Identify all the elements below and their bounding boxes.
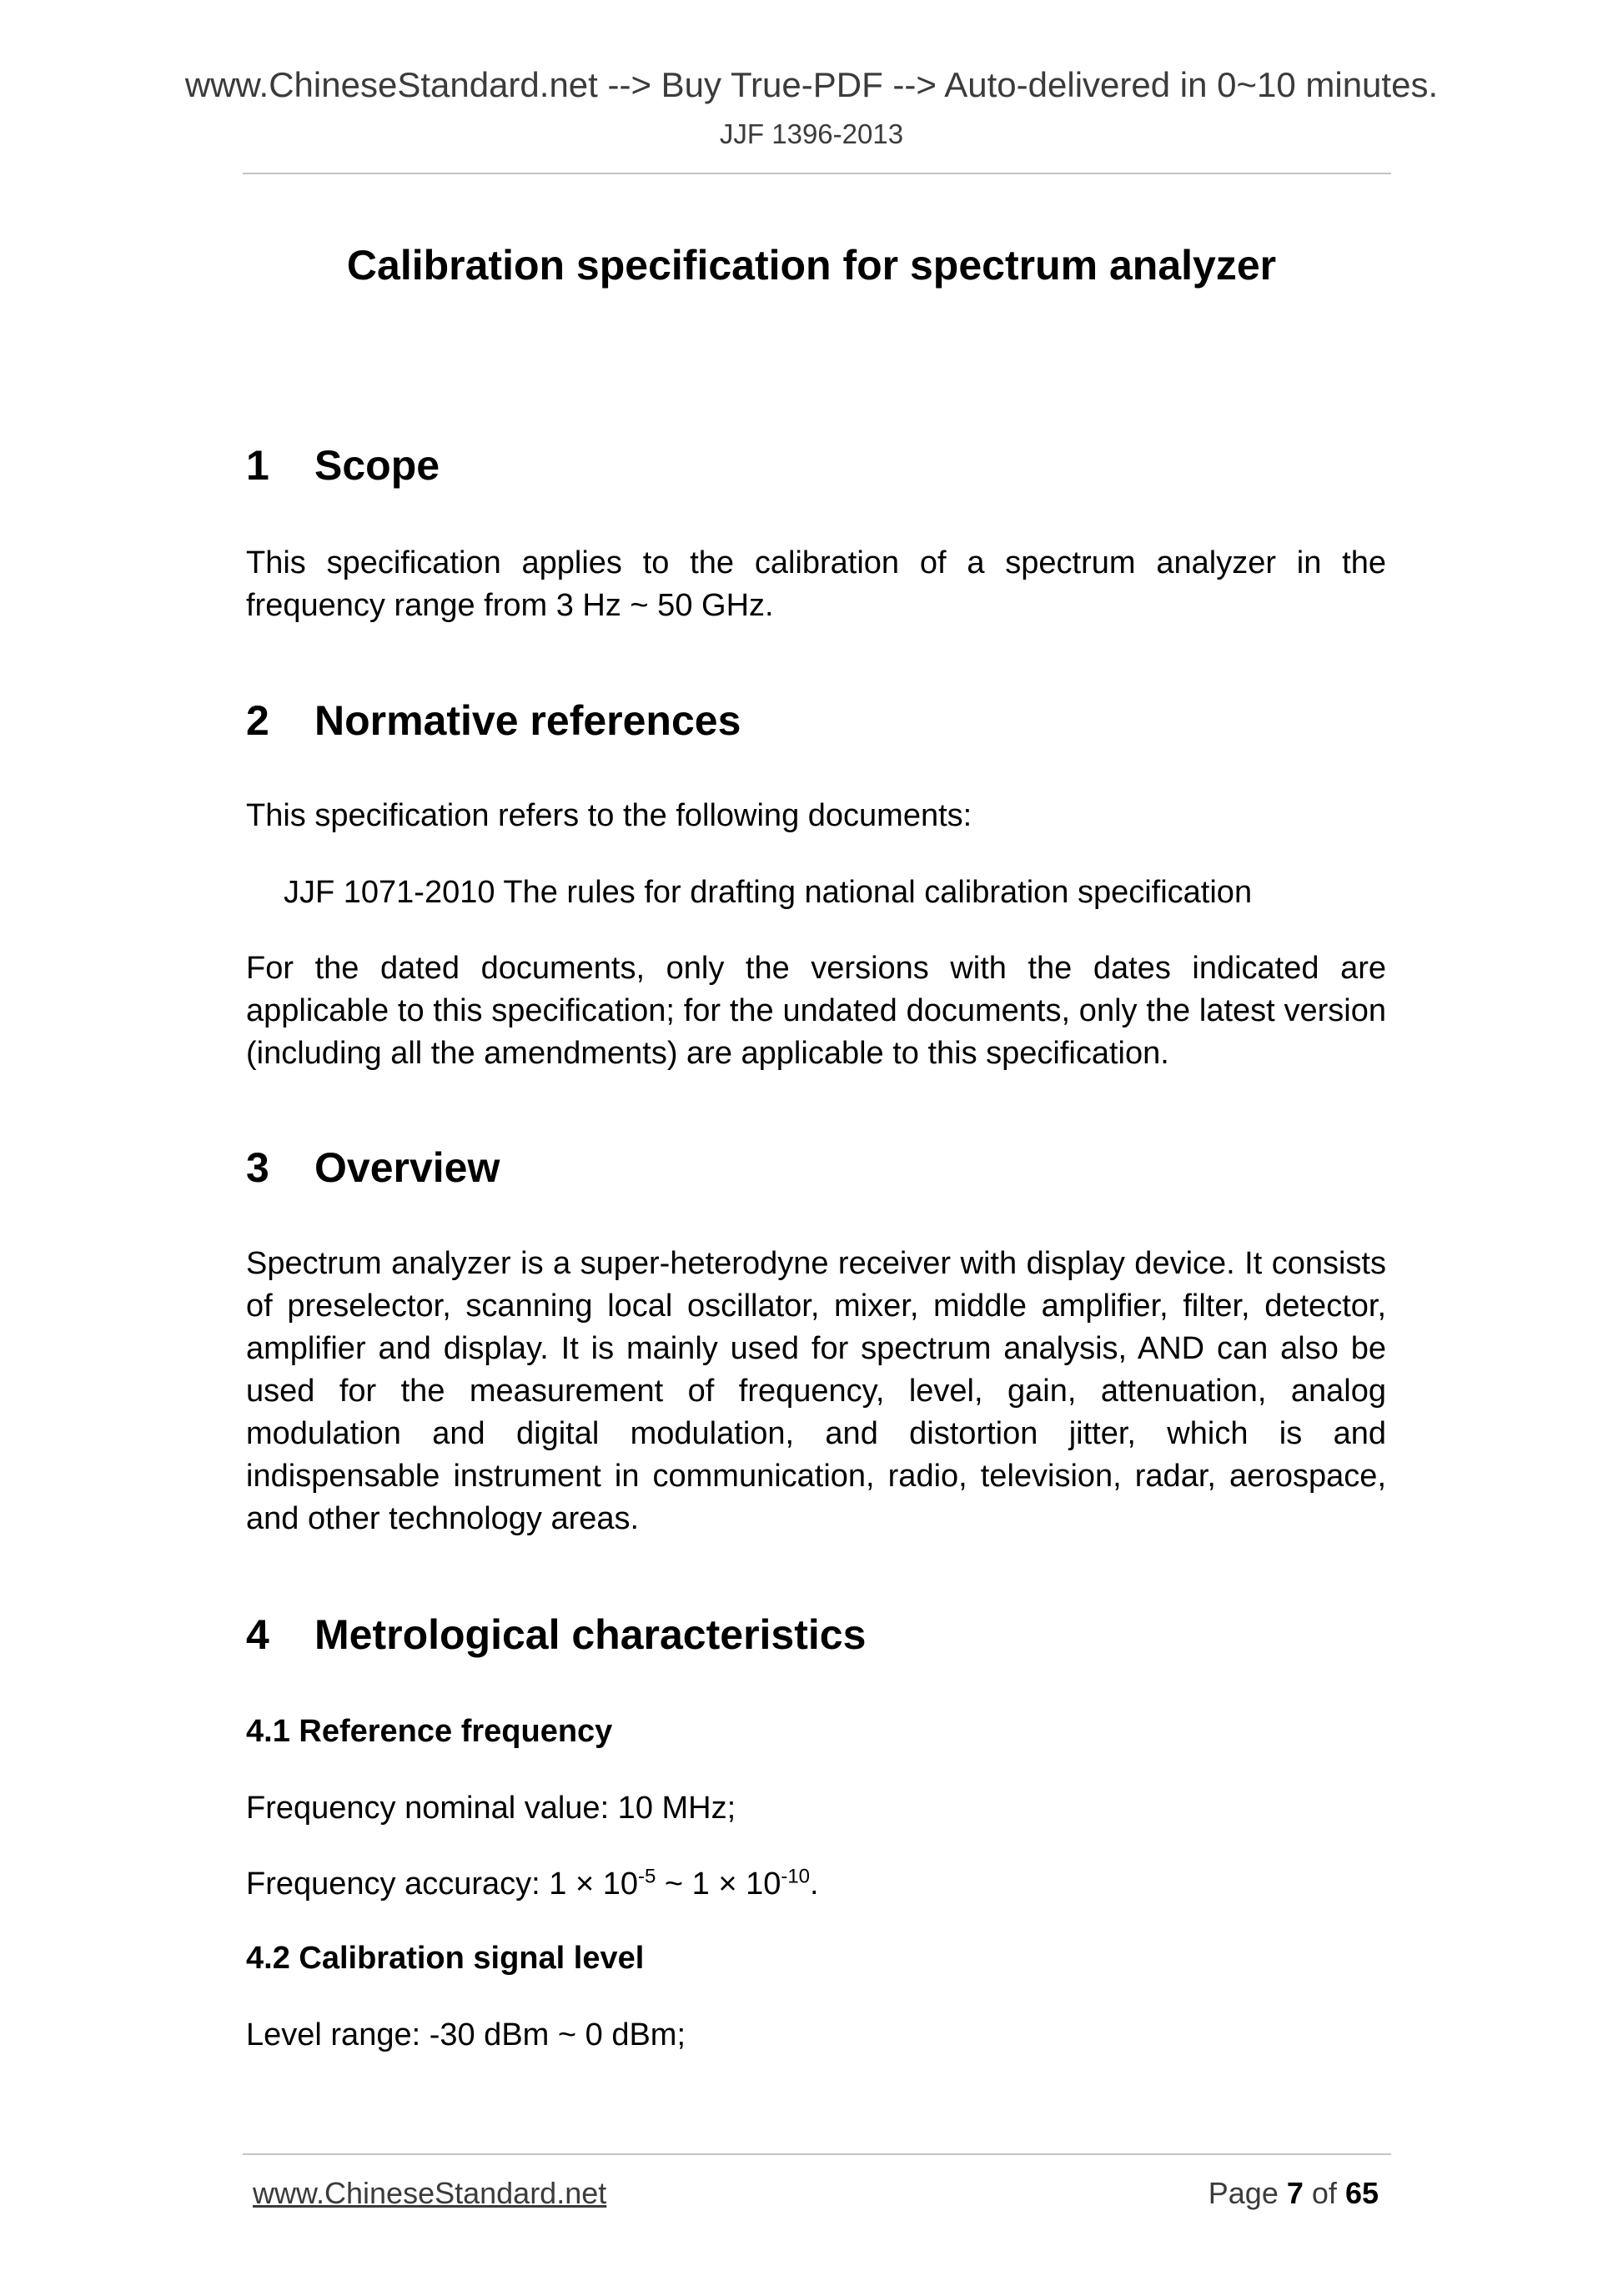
footer-divider bbox=[243, 2153, 1391, 2155]
section-heading bbox=[246, 440, 1386, 490]
section-number: 1 bbox=[246, 442, 269, 489]
section-overview bbox=[246, 1143, 1386, 1193]
frequency-nominal-value: Frequency nominal value: 10 MHz; bbox=[246, 1791, 736, 1826]
section-normative-references bbox=[246, 696, 1386, 746]
overview-paragraph: Spectrum analyzer is a super-heterodyne receiver with display device. It consists of preselector, scanning local oscillator, mixer, middle amplifier, filter, detector, amplifier and display. It is mainly used for spectrum analysis, AND can also be used for the measurement of frequency, level, gain, attenuation, analog modulation and digital modulation, and distortion jitter, which is and indispensable instrument in communication, radio, television, radar, aerospace, and other technology areas. bbox=[246, 1246, 1386, 1536]
section-number: 3 bbox=[246, 1144, 269, 1191]
reference-item: JJF 1071-2010 The rules for drafting national calibration specification bbox=[284, 875, 1253, 910]
section-heading bbox=[246, 1610, 1386, 1660]
section-title: Normative references bbox=[314, 697, 741, 744]
section-scope bbox=[246, 440, 1386, 490]
page-number: Page 7 of 65 bbox=[1208, 2176, 1379, 2210]
page-title: Calibration specification for spectrum analyzer bbox=[346, 242, 1277, 289]
section-number: 4 bbox=[246, 1611, 269, 1658]
section-title: Metrological characteristics bbox=[314, 1611, 867, 1658]
level-range: Level range: -30 dBm ~ 0 dBm; bbox=[246, 2017, 686, 2052]
header-banner: www.ChineseStandard.net --> Buy True-PDF --> Auto-delivered in 0~10 minutes. bbox=[184, 65, 1439, 104]
section-title: Scope bbox=[314, 442, 440, 489]
frequency-accuracy: Frequency accuracy: $1 \times 10^{-5}$ ~ $1 \times 10^{-10}$. bbox=[246, 1865, 819, 1902]
references-note: For the dated documents, only the versions with the dates indicated are applicable to this specification; for the undated documents, only the latest version (including all the amendments) are applicable to this specification. bbox=[246, 951, 1386, 1071]
footer-website-link[interactable]: www.ChineseStandard.net bbox=[253, 2176, 607, 2210]
references-intro: This specification refers to the following documents: bbox=[246, 798, 972, 833]
document-id: JJF 1396-2013 bbox=[719, 118, 904, 149]
section-metrological-characteristics bbox=[246, 1610, 1386, 1660]
section-heading bbox=[246, 696, 1386, 746]
scope-paragraph: This specification applies to the calibration of a spectrum analyzer in the frequency range from 3 Hz ~ 50 GHz. bbox=[246, 545, 1386, 623]
section-number: 2 bbox=[246, 697, 269, 744]
section-title: Overview bbox=[314, 1144, 500, 1191]
header-divider bbox=[243, 173, 1391, 174]
section-heading bbox=[246, 1143, 1386, 1193]
subsection-heading: 4.2 Calibration signal level bbox=[246, 1941, 645, 1976]
subsection-heading: 4.1 Reference frequency bbox=[246, 1714, 613, 1749]
